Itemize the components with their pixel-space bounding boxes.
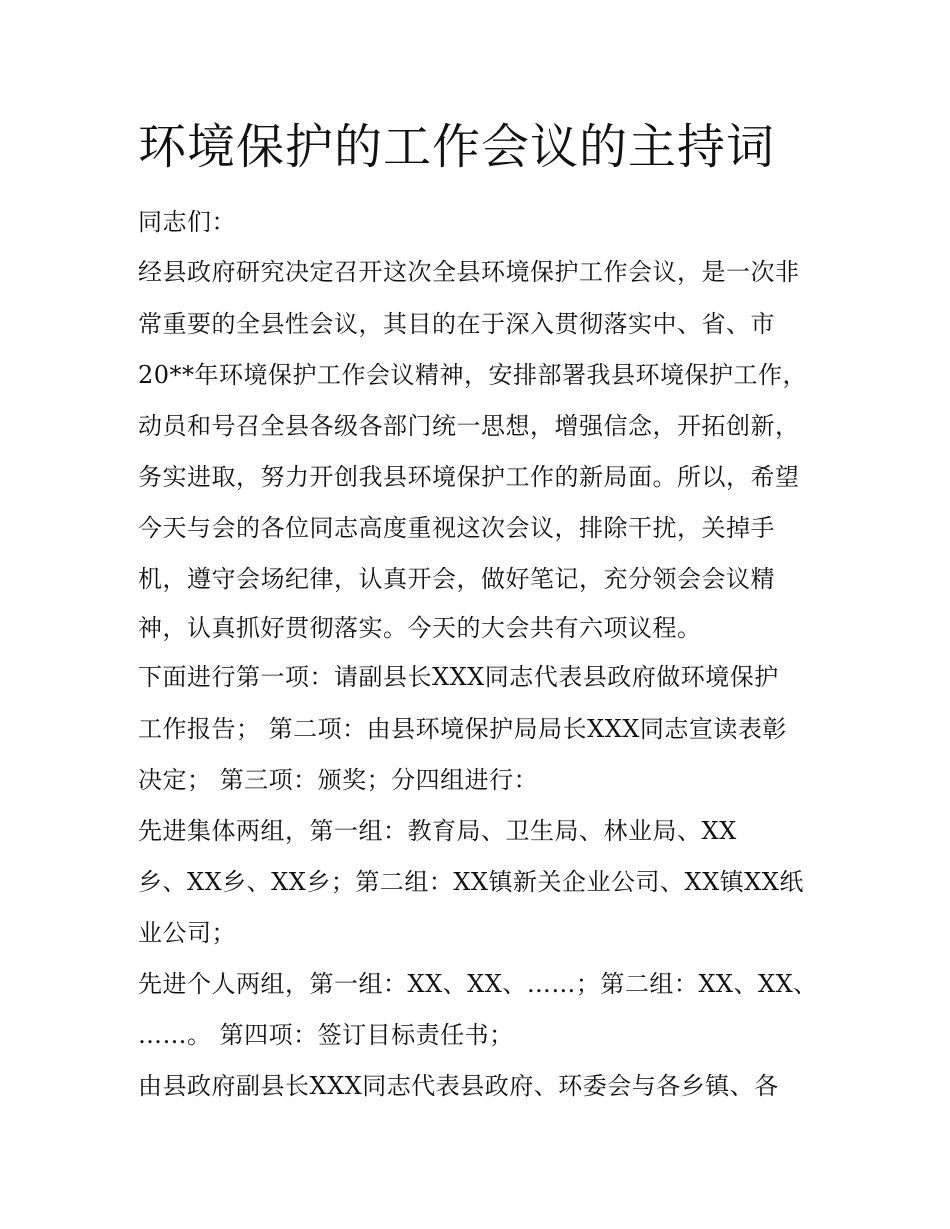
body-line: 乡、XX乡、XX乡；第二组：XX镇新关企业公司、XX镇XX纸 <box>138 868 804 896</box>
body-line: 先进个人两组，第一组：XX、XX、……；第二组：XX、XX、 <box>138 970 818 998</box>
body-line: 由县政府副县长XXX同志代表县政府、环委会与各乡镇、各 <box>138 1072 779 1100</box>
body-line: 动员和号召全县各级各部门统一思想，增强信念，开拓创新， <box>138 412 800 440</box>
document-title: 环境保护的工作会议的主持词 <box>138 119 776 175</box>
body-line: 机，遵守会场纪律，认真开会，做好笔记，充分领会会议精 <box>138 565 775 593</box>
body-line: 务实进取，努力开创我县环境保护工作的新局面。所以，希望 <box>138 463 800 491</box>
body-line: 工作报告； 第二项：由县环境保护局局长XXX同志宣读表彰 <box>138 715 787 743</box>
body-line: 下面进行第一项：请副县长XXX同志代表县政府做环境保护 <box>138 663 779 691</box>
body-line: 常重要的全县性会议，其目的在于深入贯彻落实中、省、市 <box>138 310 775 338</box>
body-line: 经县政府研究决定召开这次全县环境保护工作会议，是一次非 <box>138 258 800 286</box>
body-line: 神，认真抓好贯彻落实。今天的大会共有六项议程。 <box>138 614 702 642</box>
body-line: 先进集体两组，第一组：教育局、卫生局、林业局、XX <box>138 817 737 845</box>
body-line: 今天与会的各位同志高度重视这次会议，排除干扰，关掉手 <box>138 514 775 542</box>
body-line: 业公司； <box>138 919 236 947</box>
body-line: ……。 第四项：签订目标责任书； <box>138 1021 514 1049</box>
body-line: 决定； 第三项：颁奖；分四组进行： <box>138 766 539 794</box>
body-line: 20**年环境保护工作会议精神，安排部署我县环境保护工作， <box>138 361 808 389</box>
body-line: 同志们： <box>138 208 236 236</box>
